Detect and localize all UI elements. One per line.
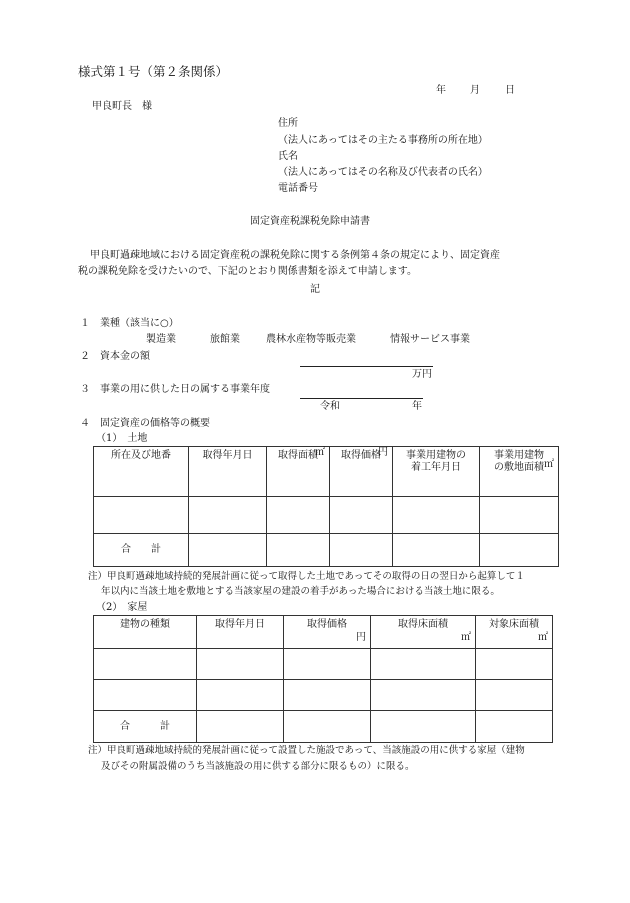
- unit-sqm: ㎡: [461, 632, 471, 643]
- item2-label: ２ 資本金の額: [80, 351, 150, 362]
- building-cell[interactable]: [371, 680, 476, 711]
- land-cell[interactable]: [189, 497, 267, 534]
- land-cell[interactable]: [94, 497, 189, 534]
- option-ryokan: 旅館業: [210, 334, 240, 345]
- building-cell[interactable]: [197, 649, 284, 680]
- building-header-target-area: 対象床面積 ㎡: [476, 616, 553, 649]
- intro-line-1: 甲良町過疎地域における固定資産税の課税免除に関する条例第４条の規定により、固定資産: [90, 250, 500, 261]
- land-cell[interactable]: [189, 534, 267, 567]
- capital-underline: [300, 366, 433, 367]
- option-agri-sales: 農林水産物等販売業: [266, 334, 356, 345]
- date-year-label: 年: [436, 85, 446, 96]
- building-note-line-2: 及びその附属設備のうち当該施設の用に供する部分に限るもの）に限る。: [101, 761, 415, 772]
- land-cell[interactable]: [267, 497, 330, 534]
- date-day-label: 日: [505, 85, 515, 96]
- land-total-row: [94, 534, 559, 567]
- unit-sqm: ㎡: [544, 459, 554, 470]
- building-table: [93, 615, 553, 743]
- date-month-label: 月: [470, 85, 480, 96]
- building-header-row: [94, 616, 553, 649]
- land-heading: （1） 土地: [96, 433, 148, 444]
- item4-label: ４ 固定資産の価格等の概要: [80, 418, 210, 429]
- building-cell[interactable]: [94, 649, 197, 680]
- building-cell[interactable]: [197, 680, 284, 711]
- building-cell[interactable]: [476, 680, 553, 711]
- building-header-acq-date: 取得年月日: [197, 616, 284, 649]
- ki-label: 記: [310, 284, 320, 295]
- building-cell[interactable]: [94, 680, 197, 711]
- building-header-floor-area: 取得床面積 ㎡: [371, 616, 476, 649]
- table-row: [94, 680, 553, 711]
- land-header-row: [94, 447, 559, 497]
- era-label: 令和: [320, 401, 340, 412]
- name-note: （法人にあってはその名称及び代表者の氏名）: [278, 167, 488, 178]
- building-total-label: 合 計: [94, 711, 197, 743]
- building-heading: （2） 家屋: [96, 602, 148, 613]
- unit-sqm: ㎡: [538, 632, 548, 643]
- item1-label: １ 業種（該当に○）: [80, 318, 179, 329]
- building-cell[interactable]: [284, 711, 371, 743]
- land-header-construction-date: 事業用建物の 着工年月日: [393, 447, 480, 497]
- building-cell[interactable]: [197, 711, 284, 743]
- building-cell[interactable]: [476, 711, 553, 743]
- land-header-acq-area: 取得面積 ㎡: [267, 447, 330, 497]
- land-cell[interactable]: [393, 534, 480, 567]
- land-cell[interactable]: [330, 497, 393, 534]
- unit-yen: 円: [356, 632, 366, 643]
- land-cell[interactable]: [267, 534, 330, 567]
- land-header-acq-price: 取得価格 円: [330, 447, 393, 497]
- address-note: （法人にあってはその主たる事務所の所在地）: [278, 135, 488, 146]
- land-table: [93, 446, 559, 567]
- item3-label: ３ 事業の用に供した日の属する事業年度: [80, 384, 270, 395]
- building-header-type: 建物の種類: [94, 616, 197, 649]
- land-total-label: 合 計: [94, 534, 189, 567]
- building-cell[interactable]: [284, 680, 371, 711]
- intro-line-2: 税の課税免除を受けたいので、下記のとおり関係書類を添えて申請します。: [78, 266, 417, 277]
- addressee: 甲良町長 様: [92, 101, 152, 112]
- land-cell[interactable]: [393, 497, 480, 534]
- building-header-acq-price: 取得価格 円: [284, 616, 371, 649]
- building-cell[interactable]: [371, 649, 476, 680]
- address-label: 住所: [278, 118, 298, 129]
- table-row: [94, 497, 559, 534]
- unit-yen: 円: [378, 447, 388, 458]
- land-cell[interactable]: [480, 497, 559, 534]
- building-cell[interactable]: [284, 649, 371, 680]
- phone-label: 電話番号: [278, 183, 318, 194]
- land-note-line-1: 注）甲良町過疎地域持続的発展計画に従って取得した土地であってその取得の日の翌日から起算して１: [88, 571, 525, 582]
- land-header-acq-date: 取得年月日: [189, 447, 267, 497]
- form-number: 様式第１号（第２条関係）: [78, 64, 229, 79]
- land-cell[interactable]: [480, 534, 559, 567]
- building-total-row: [94, 711, 553, 743]
- building-cell[interactable]: [371, 711, 476, 743]
- fiscal-year-underline: [300, 398, 423, 399]
- option-info-service: 情報サービス事業: [390, 334, 470, 345]
- document-title: 固定資産税課税免除申請書: [250, 216, 370, 227]
- name-label: 氏名: [278, 151, 298, 162]
- capital-unit: 万円: [412, 369, 432, 380]
- option-manufacturing: 製造業: [146, 334, 176, 345]
- land-header-location: 所在及び地番: [94, 447, 189, 497]
- building-cell[interactable]: [476, 649, 553, 680]
- land-note-line-2: 年以内に当該土地を敷地とする当該家屋の建設の着手があった場合における当該土地に限る。: [101, 586, 500, 597]
- land-header-site-area: 事業用建物 の敷地面積 ㎡: [480, 447, 559, 497]
- year-suffix: 年: [412, 401, 422, 412]
- unit-sqm: ㎡: [315, 447, 325, 458]
- table-row: [94, 649, 553, 680]
- land-cell[interactable]: [330, 534, 393, 567]
- building-note-line-1: 注）甲良町過疎地域持続的発展計画に従って設置した施設であって、当該施設の用に供する家屋（建物: [88, 745, 525, 756]
